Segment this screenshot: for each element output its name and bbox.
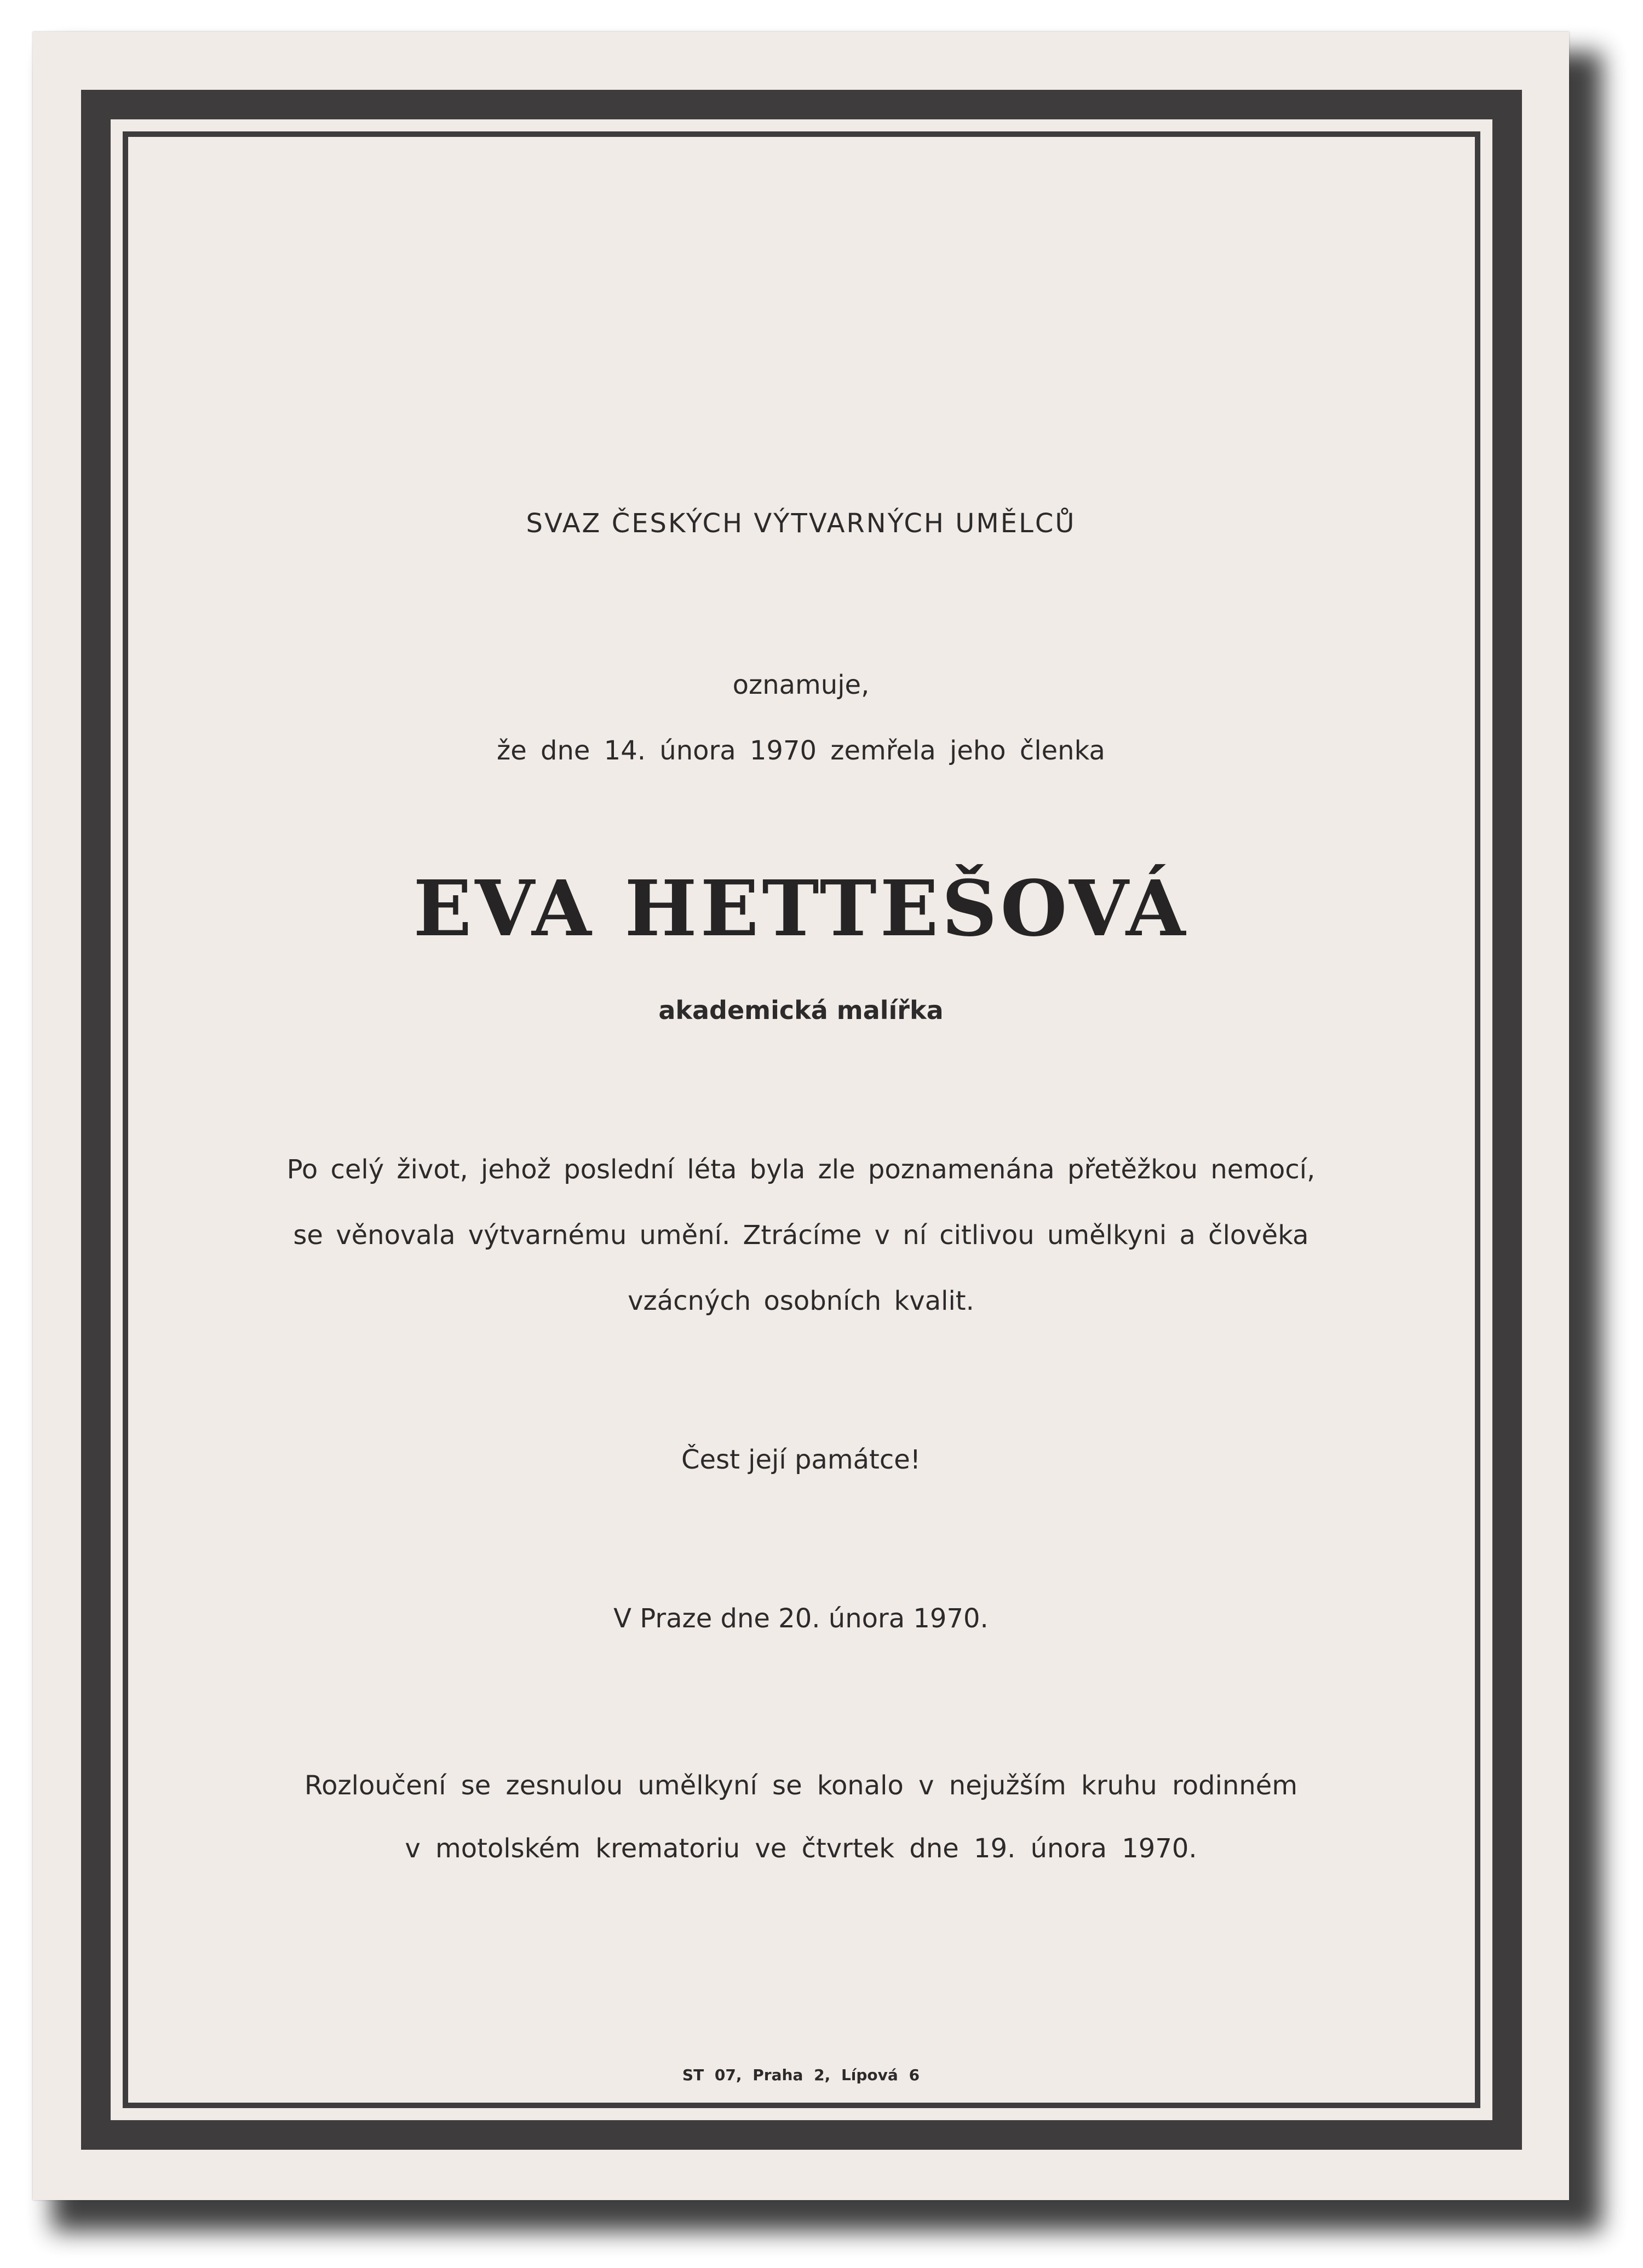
farewell-line: v motolském krematoriu ve čtvrtek dne 19. února 1970. (405, 1833, 1197, 1864)
body-line: Po celý život, jehož poslední léta byla zle poznamenána přetěžkou nemocí, (286, 1154, 1315, 1185)
deceased-name: EVA HETTEŠOVÁ (413, 864, 1189, 954)
body-line: se věnovala výtvarnému umění. Ztrácíme v ní citlivou umělkyni a člověka (293, 1220, 1309, 1251)
death-statement: že dne 14. února 1970 zemřela jeho členka (497, 735, 1105, 766)
deceased-profession: akademická malířka (658, 995, 944, 1025)
organization-name: SVAZ ČESKÝCH VÝTVARNÝCH UMĚLCŮ (526, 508, 1076, 539)
printer-imprint: ST 07, Praha 2, Lípová 6 (682, 2066, 920, 2084)
place-date: V Praze dne 20. února 1970. (613, 1603, 989, 1634)
mourning-border-inner (123, 131, 1480, 2108)
body-line: vzácných osobních kvalit. (628, 1286, 974, 1316)
farewell-line: Rozloučení se zesnulou umělkyní se konalo v nejužším kruhu rodinném (304, 1770, 1298, 1801)
obituary-sheet (33, 32, 1569, 2200)
honor-line: Čest její památce! (681, 1444, 921, 1475)
announcement-text: oznamuje, (732, 670, 870, 700)
